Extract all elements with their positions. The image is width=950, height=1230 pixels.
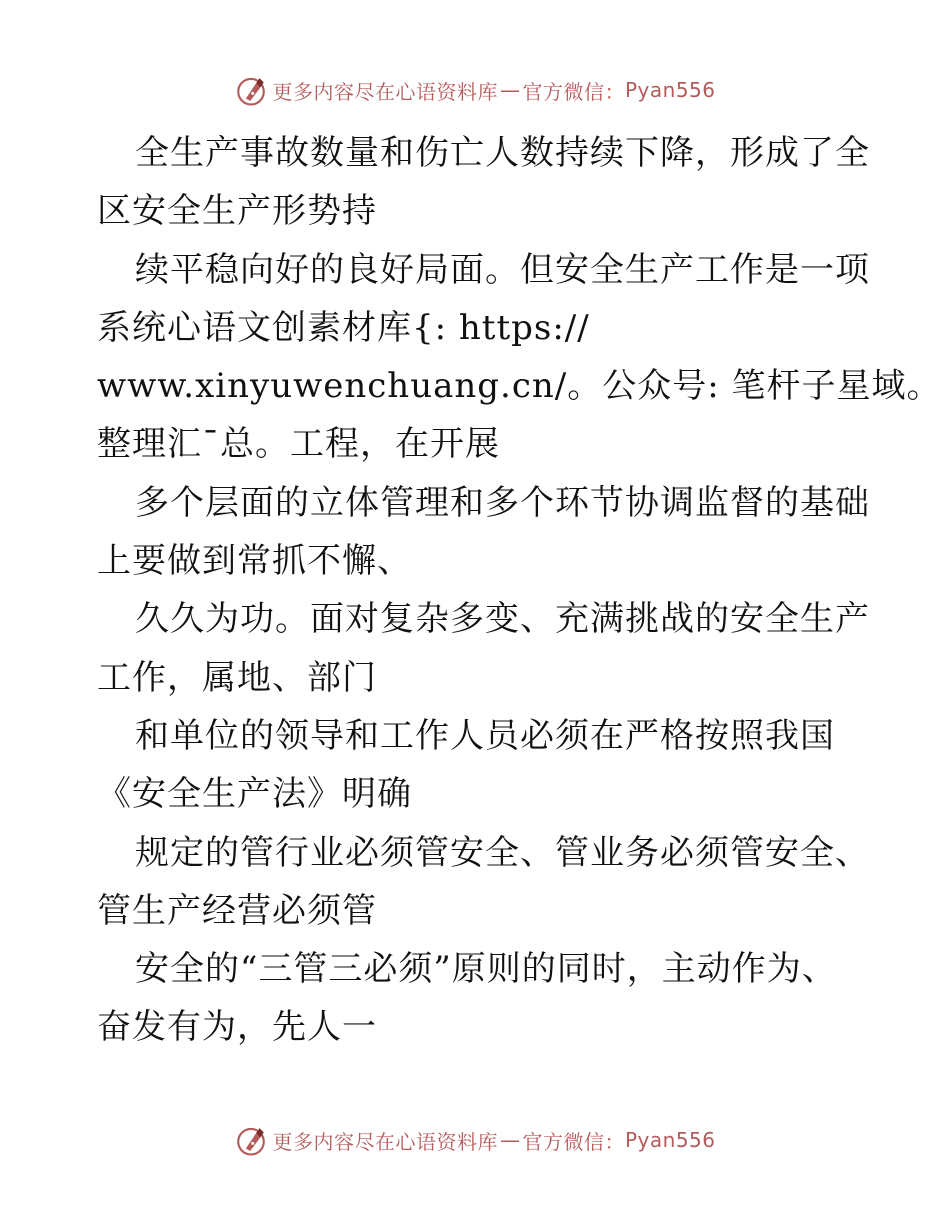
body-line: 《安全生产法》明确 <box>97 774 412 815</box>
body-line: 全生产事故数量和伤亡人数持续下降，形成了全 <box>135 133 870 173</box>
body-line: 系统心语文创素材库{: https:// <box>97 307 590 348</box>
header-separator: — <box>499 78 521 102</box>
body-line: 整理汇¯总。工程，在开展 <box>97 424 500 465</box>
body-line: www.xinyuwenchuang.cn/。公众号: 笔杆子星域。 <box>97 366 942 407</box>
document-body <box>97 124 942 1057</box>
body-line: 规定的管行业必须管安全、管业务必须管安全、 <box>135 832 870 873</box>
header-wechat-id: Pyan556 <box>624 78 716 102</box>
footer-wechat-label: 官方微信： <box>522 1129 625 1154</box>
footer-separator: — <box>499 1128 521 1152</box>
body-line: 管生产经营必须管 <box>97 890 377 931</box>
header-banner <box>0 70 950 110</box>
header-site-text: 更多内容尽在心语资料库 <box>272 79 498 104</box>
body-line: 区安全生产形势持 <box>97 191 377 232</box>
body-line: 续平稳向好的良好局面。但安全生产工作是一项 <box>135 249 870 290</box>
footer-wechat-id: Pyan556 <box>624 1128 716 1152</box>
body-line: 安全的“三管三必须”原则的同时，主动作为、 <box>135 949 837 990</box>
body-line: 上要做到常抓不懈、 <box>97 541 412 582</box>
body-line: 多个层面的立体管理和多个环节协调监督的基础 <box>135 482 870 523</box>
body-line: 久久为功。面对复杂多变、充满挑战的安全生产 <box>135 599 870 640</box>
footer-banner <box>0 1120 950 1160</box>
footer-site-text: 更多内容尽在心语资料库 <box>272 1129 498 1154</box>
pen-nib-logo-icon <box>234 1123 268 1157</box>
body-line: 奋发有为，先人一 <box>97 1007 377 1048</box>
body-line: 工作，属地、部门 <box>97 657 377 698</box>
pen-nib-logo-icon <box>234 73 268 107</box>
header-wechat-label: 官方微信： <box>522 79 625 104</box>
body-line: 和单位的领导和工作人员必须在严格按照我国 <box>135 715 835 756</box>
